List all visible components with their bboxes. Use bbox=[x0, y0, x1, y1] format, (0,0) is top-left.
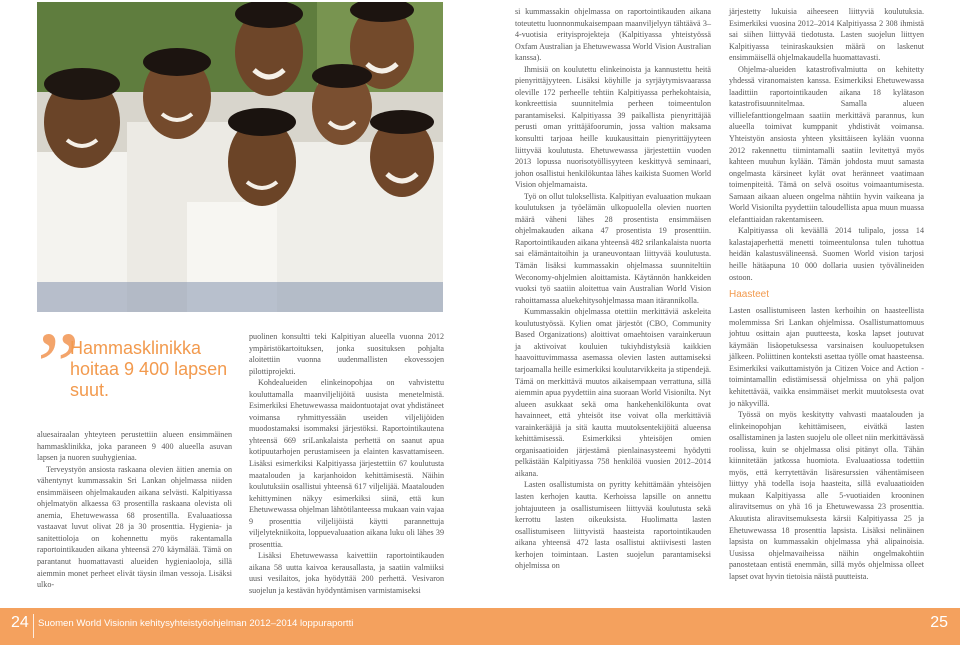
footer-bar bbox=[0, 608, 960, 645]
paragraph: Kummassakin ohjelmassa otettiin merkittäviä askeleita koulutustyössä. Kylien omat järjestöt (CBO, Community Based Organizations) aloittivat omaehtoisen varainkeruun ja aktivoivat kouluien tukiyhdistyksiä kaikkien haavoittuvimmassa asemassa olevien lasten auttamiseksi tarjoamalla heille esimerkiksi koulutarvikkeita ja stipendejä. Tämä on merkittävä muutos aikaisempaan verrattuna, sillä aiemmin apua pyydettiin aina suoraan World Visionilta. Nyt alueen asukkaat sekä oma hankehenkilökunta ovat havainneet, että yhteisöt itse voivat olla merkittäviä varainkerääjiä ja sitä kautta muutoksentekijöitä alueensa kehittämisessä. Esimerkiksi yhteisöjen omien organisaatioiden järjestämä pienlainasysteemi hyödytti pelkästään Kalpitiyassa 758 henkilöä vuosien 2012–2014 aikana. bbox=[515, 307, 711, 478]
section-heading: Haasteet bbox=[729, 289, 770, 301]
paragraph: Työssä on myös keskitytty vahvasti maatalouden ja elinkeinopohjan kehittämiseen, eivätkä lasten osallistaminen ja lasten suojelu ole olleet niin merkittävässä roolissa, kuin se ohjelmassa olisi pitänyt olla. Tähän kiinnitetään jatkossa huomiota. Evaluaatiossa todettiin myös, että kerrytettävän lisäresurssien vähentämiseen liittyy yhä todella isoja haasteita, sillä evaluaatioiden mukaan Kalpitiyassa alle 5-vuotiaiden krooninen aliravitsemus on yhä 16 ja Ehetuwewassa 23 prosenttia. Akuutista aliravitsemuksesta kärsii Kalpitiyassa 25 ja Ehetuwewassa 18 prosenttia lapsista. Lisäksi nelinäinen lapsista on kummassakin ohjelmassa yhä alipainoisia. Uusissa ohjelmavaiheissa näihin ongelmakohtiin panostetaan entistä enemmän, sillä myös ohjelmissa olleet lapset ovat hyvin tietoisia näistä puutteista. bbox=[729, 410, 924, 581]
paragraph: Kalpitiyassa oli keväällä 2014 tulipalo, jossa 14 kalastajaperhettä menetti toimeentulonsa tulen tuhottua heidän kalastusvälineensä. Suomen World vision tarjosi heille hätäapuna 10 000 dollaria uusien työvälineiden ostoon. bbox=[729, 226, 924, 282]
children-photo bbox=[37, 2, 443, 312]
paragraph: järjestetty lukuisia aiheeseen liittyviä koulutuksia. Esimerkiksi vuosina 2012–2014 Kalpitiyassa 2 308 ihmistä sai siihen liittyvää tiedotusta. Lasten suojelun liittyen Kalpitiyassa teiniraskauksien määrä on laskenut ensimmäisellä ohjelmakaudella huomattavasti. bbox=[729, 7, 924, 63]
footer-divider bbox=[33, 614, 34, 638]
pull-quote: Hammasklinikka hoitaa 9 400 lapsen suut. bbox=[70, 338, 228, 400]
page-number-left: 24 bbox=[11, 614, 29, 631]
text-column-2 bbox=[249, 331, 444, 597]
paragraph: Työ on ollut tuloksellista. Kalpitiyan evaluaation mukaan koulutuksen ja työelämän ulkopuolella olevien nuorten määrä väheni lähes 28 prosentista ensimmäisen ohjelmakauden aikana 47 prosentista 19 prosenttiin. Raportointikauden aikana yhteensä 482 srilankalaista nuorta sai elämäntaitoihin ja uraneuvontaan liittyvää koulutusta. Tämän lisäksi kummassakin ohjelmassa suunniteltiin Weconomy-ohjelmien aloittamista. Käytännön hankkeiden vuoksi työ saatiin aloitettua vain Australian World Vision rahoittamassa aluekehitysohjelmassa maan itärannikolla. bbox=[515, 191, 711, 305]
paragraph: Ohjelma-alueiden katastrofivalmiutta on kehitetty yhdessä viranomaisten kanssa. Esimerkiksi Ehetuwewassa laadittiin raportointikauden aikana 18 kylätason katastrofisuunnitelmaa. Samalla alueen villielefanttiongelmaan saatiin merkittävä parannus, kun alueella toimivat kumppanit yhdistivät voimansa. Yhteistyön ansiosta yhteen yksittäiseen kylään vuonna 2012 rakennettu tiimintamalli saatiin levitettyä myös kahteen muuhun kylään. Tämän johdosta muut samasta ongelmasta kärsineet kylät ovat heränneet vaatimaan toimenpiteitä. Tämä on selvä osoitus voimaantumisesta. Samaan aikaan alueen ongelma nähtiin hyvin vaikeana ja World Visionilta pyydettiin taloudellista apua muun muassa elefanttiaidan rakentamiseen. bbox=[729, 64, 924, 224]
footer-title: Suomen World Visionin kehitysyhteistyöohjelman 2012–2014 loppuraportti bbox=[38, 618, 354, 629]
text-column-3 bbox=[515, 6, 711, 572]
paragraph: Terveystyön ansiosta raskaana olevien äitien anemia on vähentynyt kummassakin Sri Lankan ohjelmassa niiden ensimmäiseen ohjelmakauden aikana selvästi. Kalpitiyassa ohjelmatyön alkaessa 63 prosentilla raskaana olevista oli anemia, Ehetuwewassa 68 prosentilla. Evaluaatiossa vastaavat luvut olivat 28 ja 30 prosenttia. Hygienia- ja sanitettioloja on kohennettu myös rakentamalla raportointikauden aikana yhteensä 270 käymälää. Tämä on parantanut huomattavasti alueiden hygieniaoloja, sillä aiemmin monet perheet elivät täysin ilman vessoja. Lisäksi ulko- bbox=[37, 464, 232, 590]
text-column-4 bbox=[729, 6, 924, 582]
paragraph: puolinen konsultti teki Kalpitiyan alueella vuonna 2012 ympäristökartoituksen, jonka suosituksen pohjalta aloitettiin vuonna uudenmallisten ekovessojen pilottiprojekti. bbox=[249, 332, 444, 376]
paragraph: Ihmisiä on koulutettu elinkeinoista ja kannustettu heitä pienyrittäjyyteen. Lisäksi köyhille ja syrjäytymisvaarassa oleville 172 perheelle tehtiin Kalpitiyassa perhekohtaisia, konkreettisia suunnitelmia perheen toimeentulon parantamiseksi. Kalpitiyassa 39 paikallista pienyrittäjää perusti oman yrittäjäfoorumin, jossa valtion maksama konsultti tarjoaa heille kuukausittain pienyrittäjyyteen liittyvää koulutusta. Ehetuwewassa järjestettiin vuoden 2013 lopussa nuorisotyöllisyyteen keskittyvä seminaari, johon osallistui henkilökuntaa lähes kaikista Suomen World Vision ohjelmamaista. bbox=[515, 64, 711, 190]
text-column-1 bbox=[37, 429, 232, 591]
paragraph: Lasten osallistumista on pyritty kehittämään yhteisöjen lasten kerhojen kautta. Kerhoissa lapsille on annettu johtajuuteen ja osallistumiseen liittyvää koulutusta sekä kerrottu lasten oikeuksista. Huolimatta lasten osallistumiseen liittyvistä haasteista raportointikauden aikana yhteensä 472 lasta osallistui aktiivisesti lasten kerhojen toimintaan. Lasten suojelun parantamiseksi ohjelmissa on bbox=[515, 480, 711, 571]
paragraph: aluesairaalan yhteyteen perustettiin alueen ensimmäinen hammasklinikka, joka paraneen 9 400 alueella asuvan lapsen ja nuoren suuhygieniaa. bbox=[37, 430, 232, 463]
paragraph: Lisäksi Ehetuwewassa kaivettiin raportointikauden aikana 58 uutta kaivoa kerausallasta, ja saatiin valmiiksi uusi vesilaitos, joka hyödyttää 200 perhettä. Vesivaron suojelun ja kestävän hyödyntämisen varmistamiseksi bbox=[249, 551, 444, 596]
paragraph: Lasten osallistumiseen lasten kerhoihin on haasteellista molemmissa Sri Lankan ohjelmissa. Osallistumattomuus johtuu osittain ajan puutteesta, koska lapset joutuvat käymään lisäopetuksessa varsinaisen kouluopetuksen jälkeen. Poliittinen konteksti asettaa työlle omat haasteensa. Esimerkiksi vaikuttamistyön ja Citizen Voice and Action -toimintamallin edistämisessä ohjelmissa on yhä paljon kehitettävää, vaikka ensimmäiset merkit muutoksesta ovat jo näkyvillä. bbox=[729, 306, 924, 408]
paragraph: Kohdealueiden elinkeinopohjaa on vahvistettu kouluttamalla maanviljelijöitä uusista menetelmistä. Esimerkiksi Ehetuwewassa maidontuotajat ovat yhdistäneet voimansa ryhmittyessään useiden viljelijöiden muodostamaksi isommaksi järjestöksi. Raportointikautena yhteensä 669 sriLankalaista perhettä on saanut apua kotipuutarhojen perustamiseen ja elainten kasvattamiseen. Lisäksi esimerkiksi Kalpitiyassa järjestettiin 67 koulutusta maatalouden ja karjanhoidon kehittämisestä. Näihin koulutuksiin osallistui yhteensä 617 viljelijää. Maatalouden kehittyminen näkyy esimerkiksi siinä, että kun Ehetuwewassa ohjelman lähtötilanteessa mukaan vain vajaa 9 prosenttia viljelijöistä käytti parannettuja viljelytekniikoita, loppuevaluaation aikana luku oli lähes 39 prosenttia. bbox=[249, 378, 444, 549]
photo-illustration bbox=[37, 2, 443, 312]
paragraph: si kummassakin ohjelmassa on raportointikauden aikana toteutettu luonnonmukaisempaan maanviljelyyn tähtäävä 3–4-vuotisia erityisprojekteja (Kalpitiyassa yhteistyössä Oxfam Australian ja Ehetuwewassa World Vision Australian kanssa). bbox=[515, 7, 711, 63]
quote-mark-icon: ” bbox=[37, 312, 80, 419]
page-number-right: 25 bbox=[930, 614, 948, 631]
